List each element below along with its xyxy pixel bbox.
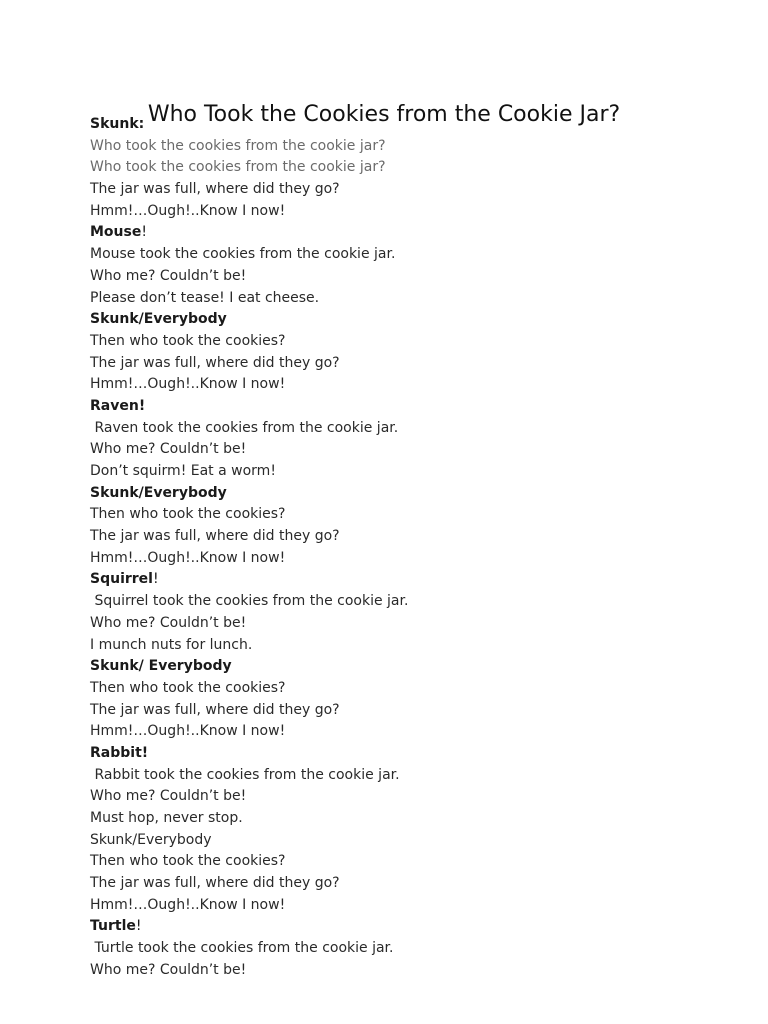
lyric-line bbox=[90, 353, 730, 375]
line-text: Skunk/Everybody bbox=[90, 484, 227, 501]
line-text: Mouse took the cookies from the cookie jar. bbox=[90, 246, 396, 263]
lyric-line bbox=[90, 266, 730, 288]
line-text: Who took the cookies from the cookie jar? bbox=[90, 159, 386, 176]
line-text: Then who took the cookies? bbox=[90, 506, 286, 523]
lyric-line bbox=[90, 201, 730, 223]
line-text: Who me? Couldn’t be! bbox=[90, 614, 247, 631]
speaker-line bbox=[90, 222, 730, 244]
line-text: Raven took the cookies from the cookie jar. bbox=[90, 419, 399, 436]
line-punctuation: ! bbox=[141, 224, 147, 241]
lyric-line bbox=[90, 765, 730, 787]
line-text: The jar was full, where did they go? bbox=[90, 528, 340, 545]
line-text: Rabbit! bbox=[90, 744, 149, 761]
lyric-line bbox=[90, 548, 730, 570]
line-text: Skunk/Everybody bbox=[90, 311, 227, 328]
lyric-line bbox=[90, 700, 730, 722]
lyric-line bbox=[90, 504, 730, 526]
line-text: Who me? Couldn’t be! bbox=[90, 441, 247, 458]
line-text: Rabbit took the cookies from the cookie jar. bbox=[90, 766, 400, 783]
line-text: Who took the cookies from the cookie jar? bbox=[90, 137, 386, 154]
lyric-line bbox=[90, 895, 730, 917]
line-text: Must hop, never stop. bbox=[90, 810, 243, 826]
lyric-line bbox=[90, 873, 730, 895]
lyric-line bbox=[90, 179, 730, 201]
lyric-line bbox=[90, 938, 730, 960]
line-text: Who me? Couldn’t be! bbox=[90, 267, 247, 284]
line-text: Hmm!…Ough!..Know I now! bbox=[90, 896, 286, 913]
lyric-line bbox=[90, 461, 730, 483]
lyric-line bbox=[90, 830, 730, 852]
line-punctuation: ! bbox=[135, 918, 142, 935]
speaker-line bbox=[90, 396, 730, 418]
line-punctuation: ! bbox=[152, 571, 159, 588]
line-text: Hmm!…Ough!..Know I now! bbox=[90, 549, 286, 566]
speaker-line bbox=[90, 569, 730, 591]
lyric-line bbox=[90, 244, 730, 266]
line-text: I munch nuts for lunch. bbox=[90, 636, 253, 653]
line-text: Skunk bbox=[90, 116, 139, 132]
line-text: Turtle bbox=[90, 918, 136, 935]
line-text: Then who took the cookies? bbox=[90, 332, 286, 349]
lyric-line bbox=[90, 721, 730, 743]
lyric-line bbox=[90, 526, 730, 548]
lyric-line bbox=[90, 591, 730, 613]
line-text: Squirrel bbox=[90, 571, 153, 588]
speaker-line bbox=[90, 656, 730, 678]
line-text: Mouse bbox=[90, 224, 142, 241]
speaker-line bbox=[90, 743, 730, 765]
line-text: Don’t squirm! Eat a worm! bbox=[90, 463, 276, 479]
lyric-line bbox=[90, 439, 730, 461]
lyric-line bbox=[90, 331, 730, 353]
lyric-line bbox=[90, 635, 730, 657]
speaker-line bbox=[90, 916, 730, 938]
lyric-line bbox=[90, 613, 730, 635]
song-lyrics bbox=[90, 114, 730, 982]
line-text: The jar was full, where did they go? bbox=[90, 354, 340, 371]
line-text: Then who took the cookies? bbox=[90, 679, 286, 696]
line-text: Turtle took the cookies from the cookie jar. bbox=[90, 940, 394, 957]
line-text: Please don’t tease! I eat cheese. bbox=[90, 289, 320, 306]
line-text: Skunk/Everybody bbox=[90, 831, 212, 848]
line-text: The jar was full, where did they go? bbox=[90, 181, 340, 198]
line-punctuation: : bbox=[138, 116, 145, 132]
line-text: Squirrel took the cookies from the cookie jar. bbox=[90, 593, 409, 610]
page-title: Who Took the Cookies from the Cookie Jar? bbox=[147, 101, 621, 127]
line-text: Raven! bbox=[90, 397, 146, 414]
lyric-line bbox=[90, 157, 730, 179]
line-text: Hmm!…Ough!..Know I now! bbox=[90, 723, 286, 740]
lyric-line bbox=[90, 678, 730, 700]
lyric-line bbox=[90, 418, 730, 440]
speaker-line bbox=[90, 114, 730, 136]
lyric-line bbox=[90, 786, 730, 808]
line-text: Hmm!…Ough!..Know I now! bbox=[90, 376, 286, 393]
line-text: Skunk/ Everybody bbox=[90, 658, 232, 675]
speaker-line bbox=[90, 309, 730, 331]
lyric-line bbox=[90, 288, 730, 310]
line-text: The jar was full, where did they go? bbox=[90, 701, 340, 718]
lyric-line bbox=[90, 960, 730, 982]
line-text: Hmm!…Ough!..Know I now! bbox=[90, 202, 286, 219]
line-text: Then who took the cookies? bbox=[90, 853, 286, 870]
lyric-line bbox=[90, 851, 730, 873]
line-text: The jar was full, where did they go? bbox=[90, 875, 340, 892]
lyric-line bbox=[90, 374, 730, 396]
lyric-line bbox=[90, 808, 730, 830]
line-text: Who me? Couldn’t be! bbox=[90, 961, 247, 978]
lyric-line bbox=[90, 136, 730, 158]
line-text: Who me? Couldn’t be! bbox=[90, 788, 247, 805]
speaker-line bbox=[90, 483, 730, 505]
